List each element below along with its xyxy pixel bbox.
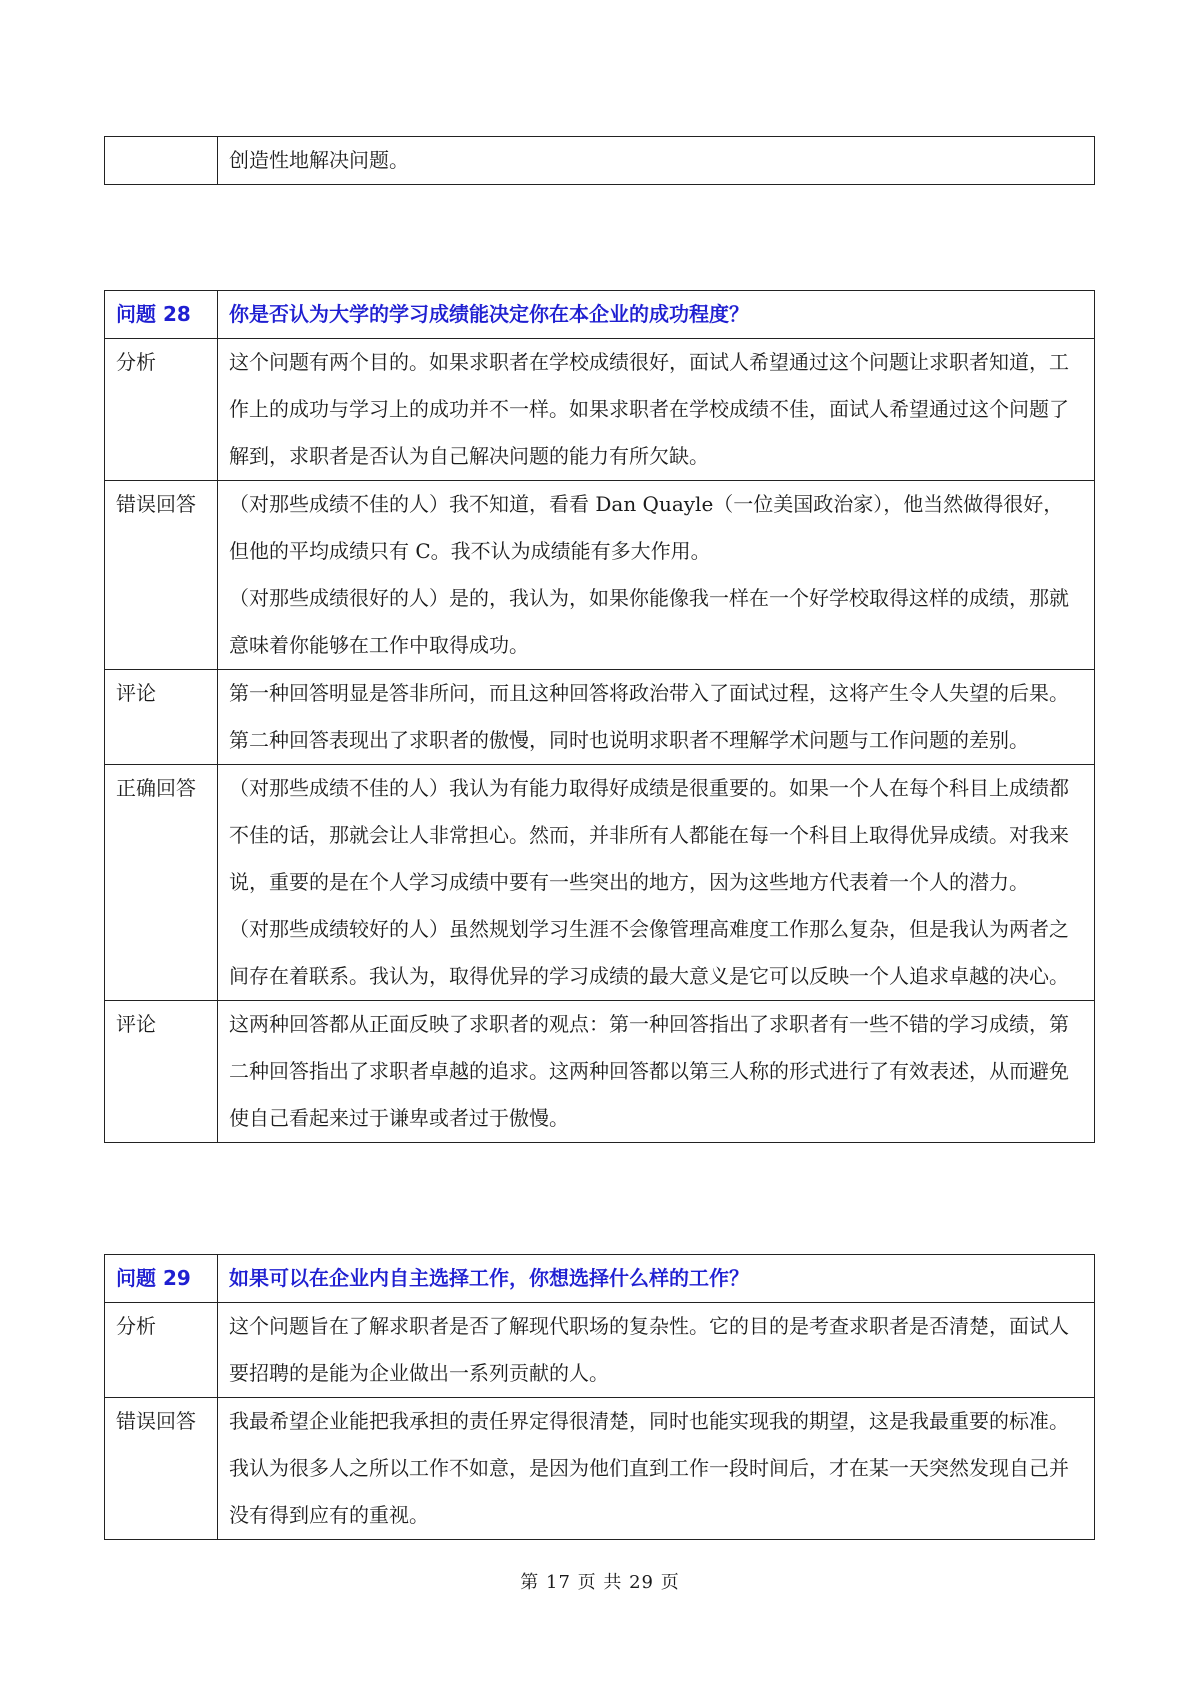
- question-28-table: [104, 290, 1095, 1143]
- continuation-row: [105, 137, 1095, 185]
- row-label: 分析: [105, 1303, 218, 1398]
- paragraph: 这个问题有两个目的。如果求职者在学校成绩很好，面试人希望通过这个问题让求职者知道，工作上的成功与学习上的成功并不一样。如果求职者在学校成绩不佳，面试人希望通过这个问题了解到，求职者是否认为自己解决问题的能力有所欠缺。: [229, 350, 1069, 468]
- question-29-label: 问题 29: [105, 1255, 218, 1303]
- row-label: 评论: [105, 670, 218, 765]
- row-label: 错误回答: [105, 1398, 218, 1540]
- page-number: 第 17 页 共 29 页: [520, 1572, 680, 1593]
- wrong-answer-row: [105, 481, 1095, 670]
- row-content: [218, 1398, 1095, 1540]
- empty-label-cell: [105, 137, 218, 185]
- paragraph: （对那些成绩不佳的人）我认为有能力取得好成绩是很重要的。如果一个人在每个科目上成绩都不佳的话，那就会让人非常担心。然而，并非所有人都能在每一个科目上取得优异成绩。对我来说，重要的是在个人学习成绩中要有一些突出的地方，因为这些地方代表着一个人的潜力。: [229, 776, 1069, 894]
- paragraph: 第一种回答明显是答非所问，而且这种回答将政治带入了面试过程，这将产生令人失望的后果。第二种回答表现出了求职者的傲慢，同时也说明求职者不理解学术问题与工作问题的差别。: [229, 681, 1069, 752]
- question-29-header: [105, 1255, 1095, 1303]
- row-content: [218, 1001, 1095, 1143]
- continuation-text: 创造性地解决问题。: [218, 137, 1095, 185]
- paragraph: 我最希望企业能把我承担的责任界定得很清楚，同时也能实现我的期望，这是我最重要的标准。我认为很多人之所以工作不如意，是因为他们直到工作一段时间后，才在某一天突然发现自己并没有得到应有的重视。: [229, 1409, 1069, 1527]
- question-28-text: 你是否认为大学的学习成绩能决定你在本企业的成功程度？: [218, 291, 1095, 339]
- question-29-text: 如果可以在企业内自主选择工作，你想选择什么样的工作？: [218, 1255, 1095, 1303]
- question-29-table: [104, 1254, 1095, 1540]
- row-content: [218, 765, 1095, 1001]
- paragraph: （对那些成绩不佳的人）我不知道，看看 Dan Quayle（一位美国政治家），他当然做得很好，但他的平均成绩只有 C。我不认为成绩能有多大作用。: [229, 492, 1064, 563]
- row-label: 评论: [105, 1001, 218, 1143]
- row-content: [218, 339, 1095, 481]
- wrong-answer-row: [105, 1398, 1095, 1540]
- row-content: [218, 670, 1095, 765]
- comment-row: [105, 1001, 1095, 1143]
- row-label: 错误回答: [105, 481, 218, 670]
- paragraph: 这两种回答都从正面反映了求职者的观点：第一种回答指出了求职者有一些不错的学习成绩，第二种回答指出了求职者卓越的追求。这两种回答都以第三人称的形式进行了有效表述，从而避免使自己看起来过于谦卑或者过于傲慢。: [229, 1012, 1069, 1130]
- comment-row: [105, 670, 1095, 765]
- paragraph: （对那些成绩较好的人）虽然规划学习生涯不会像管理高难度工作那么复杂，但是我认为两者之间存在着联系。我认为，取得优异的学习成绩的最大意义是它可以反映一个人追求卓越的决心。: [229, 917, 1069, 988]
- analysis-row: [105, 1303, 1095, 1398]
- correct-answer-row: [105, 765, 1095, 1001]
- paragraph: 这个问题旨在了解求职者是否了解现代职场的复杂性。它的目的是考查求职者是否清楚，面试人要招聘的是能为企业做出一系列贡献的人。: [229, 1314, 1069, 1385]
- row-content: [218, 1303, 1095, 1398]
- question-28-label: 问题 28: [105, 291, 218, 339]
- paragraph: （对那些成绩很好的人）是的，我认为，如果你能像我一样在一个好学校取得这样的成绩，那就意味着你能够在工作中取得成功。: [229, 586, 1069, 657]
- continuation-table: [104, 136, 1095, 185]
- row-label: 正确回答: [105, 765, 218, 1001]
- row-content: [218, 481, 1095, 670]
- question-28-header: [105, 291, 1095, 339]
- analysis-row: [105, 339, 1095, 481]
- row-label: 分析: [105, 339, 218, 481]
